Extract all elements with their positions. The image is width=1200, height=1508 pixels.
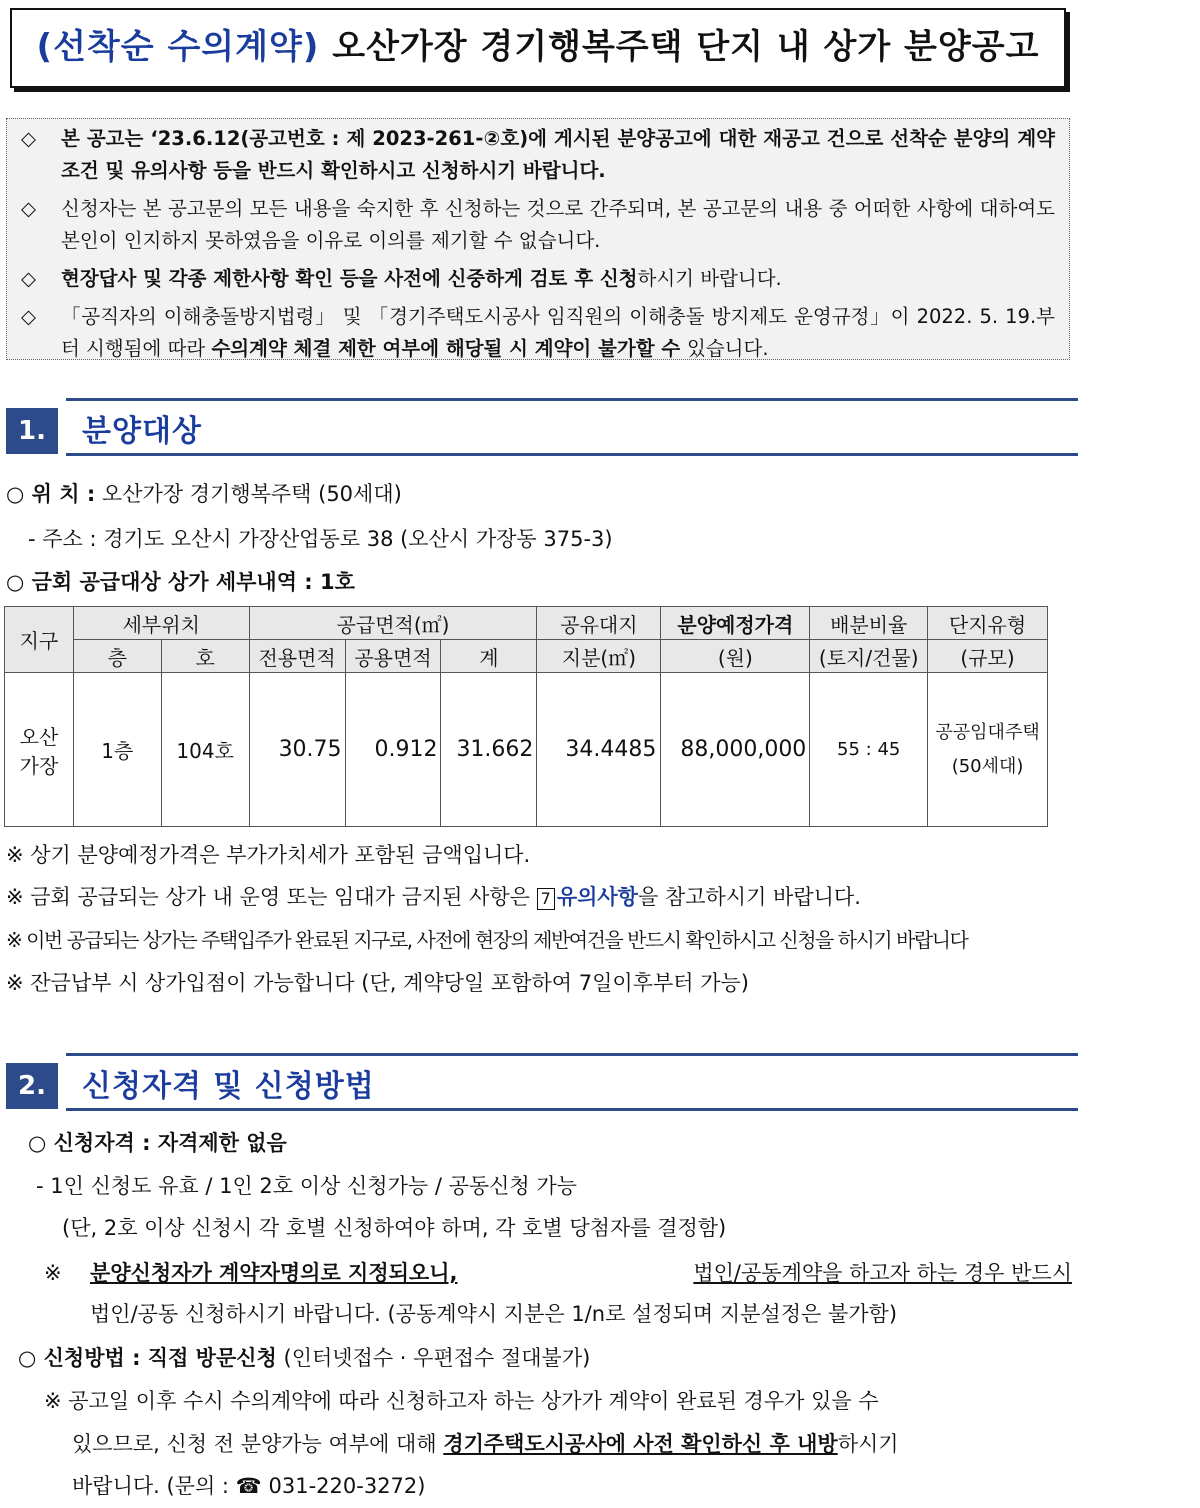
location-value: 오산가장 경기행복주택 (50세대) — [101, 482, 402, 506]
cell-floor: 1층 — [73, 673, 161, 827]
cell-price: 88,000,000 — [661, 673, 810, 827]
method-label: ○ 신청방법 : 직접 방문신청 — [18, 1346, 277, 1370]
cell-unit: 104호 — [161, 673, 249, 827]
detail-label: ○ 금회 공급대상 상가 세부내역 : 1호 — [6, 570, 355, 594]
qualification-line: (단, 2호 이상 신청시 각 호별 신청하여야 하며, 각 호별 당첨자를 결정함) — [62, 1216, 727, 1240]
section-number: 2. — [6, 1063, 58, 1109]
method-line — [18, 1342, 590, 1374]
cell-land: 34.4485 — [537, 673, 661, 827]
note-line — [6, 881, 861, 913]
address-line: - 주소 : 경기도 오산시 가장산업동로 38 (오산시 가장동 375-3) — [28, 527, 613, 551]
cell-exclusive: 30.75 — [249, 673, 345, 827]
notice-item — [19, 301, 1055, 365]
section-rule — [66, 398, 1078, 401]
title-prefix: (선착순 수의계약) — [36, 27, 320, 67]
notice-box — [6, 118, 1070, 360]
header-type-2: (규모) — [928, 640, 1048, 673]
qualification-note: 법인/공동 신청하시기 바랍니다. (공동계약시 지분은 1/n로 설정되며 지분설정은 불가함) — [90, 1302, 898, 1326]
location-label: ○ 위 치 : — [6, 482, 96, 506]
method-note-text: 있으므로, 신청 전 분양가능 여부에 대해 — [72, 1432, 444, 1456]
header-unit: 호 — [161, 640, 249, 673]
header-price-1: 분양예정가격 — [661, 607, 810, 640]
qualification-note-underlined: 법인/공동계약을 하고자 하는 경우 반드시 — [693, 1261, 1072, 1285]
header-land-2: 지분(㎡) — [537, 640, 661, 673]
method-note — [72, 1428, 899, 1460]
type-line-2: (50세대) — [951, 755, 1024, 777]
note-text: 을 참고하시기 바랍니다. — [637, 885, 861, 909]
type-line-1: 공공임대주택 — [935, 721, 1040, 743]
notice-item — [19, 123, 1055, 187]
district-line-1: 오산 — [19, 724, 59, 749]
section-number: 1. — [6, 408, 58, 454]
qualification-note — [44, 1257, 1076, 1289]
notice-text: 신청자는 본 공고문의 모든 내용을 숙지한 후 신청하는 것으로 간주되며, 본 공고문의 내용 중 어떠한 사항에 대하여도 본인이 인지하지 못하였음을 이유로 이의를 제기할 수 없습니다. — [61, 197, 1055, 252]
table-row — [5, 673, 1048, 827]
cell-total: 31.662 — [441, 673, 537, 827]
ref-number-box: 7 — [537, 888, 555, 910]
diamond-bullet-icon: ◇ — [21, 267, 36, 290]
diamond-bullet-icon: ◇ — [21, 305, 36, 328]
method-tail: (인터넷접수 · 우편접수 절대불가) — [276, 1346, 591, 1370]
section-rule — [66, 1053, 1078, 1056]
header-ratio-1: 배분비율 — [810, 607, 928, 640]
note-line: ※ 잔금납부 시 상가입점이 가능합니다 (단, 계약당일 포함하여 7일이후부터 가능) — [6, 971, 749, 995]
cell-common: 0.912 — [345, 673, 441, 827]
header-location: 세부위치 — [73, 607, 249, 640]
qualification-line: - 1인 신청도 유효 / 1인 2호 이상 신청가능 / 공동신청 가능 — [36, 1174, 577, 1198]
ref-label: 유의사항 — [556, 885, 638, 909]
contact-line: 바랍니다. (문의 : ☎ 031-220-3272) — [72, 1474, 426, 1498]
location-line — [6, 478, 402, 510]
district-line-2: 가장 — [19, 753, 59, 778]
header-district: 지구 — [5, 607, 74, 673]
qualification-note-bold: 분양신청자가 계약자명의로 지정되오니, — [90, 1261, 458, 1285]
section-header-2 — [6, 1053, 1078, 1113]
diamond-bullet-icon: ◇ — [21, 127, 36, 150]
diamond-bullet-icon: ◇ — [21, 197, 36, 220]
cell-district — [5, 673, 74, 827]
notice-item — [19, 263, 1055, 295]
note-text: ※ 금회 공급되는 상가 내 운영 또는 임대가 금지된 사항은 — [6, 885, 537, 909]
notice-text-bold: 현장답사 및 각종 제한사항 확인 등을 사전에 신중하게 검토 후 신청 — [61, 267, 638, 290]
notice-text: 있습니다. — [686, 337, 769, 360]
notice-text: 하시기 바랍니다. — [637, 267, 782, 290]
section-title: 분양대상 — [82, 414, 202, 449]
page-title — [10, 8, 1066, 88]
cell-type — [928, 673, 1048, 827]
method-note: ※ 공고일 이후 수시 수의계약에 따라 신청하고자 하는 상가가 계약이 완료된 경우가 있을 수 — [44, 1389, 879, 1413]
method-note-text: 하시기 — [837, 1432, 899, 1456]
section-rule — [66, 1108, 1078, 1111]
header-floor: 층 — [73, 640, 161, 673]
notice-text-bold: 수의계약 체결 제한 여부에 해당될 시 계약이 불가할 수 — [211, 337, 687, 360]
qualification-label: ○ 신청자격 : 자격제한 없음 — [28, 1131, 287, 1155]
header-exclusive: 전용면적 — [249, 640, 345, 673]
header-area: 공급면적(㎡) — [249, 607, 537, 640]
header-common: 공용면적 — [345, 640, 441, 673]
header-land-1: 공유대지 — [537, 607, 661, 640]
notice-text: 본 공고는 ‘23.6.12(공고번호 : 제 2023-261-②호)에 게시된 분양공고에 대한 재공고 건으로 선착순 분양의 계약조건 및 유의사항 등을 반드시 확인하시고 신청하시기 바랍니다. — [61, 127, 1055, 182]
notice-item — [19, 193, 1055, 257]
note-line: ※ 이번 공급되는 상가는 주택입주가 완료된 지구로, 사전에 현장의 제반여건을 반드시 확인하시고 신청을 하시기 바랍니다 — [6, 928, 968, 952]
notice-text: 「공직자의 이해충돌방지법령」 및 「경기주택도시공사 임직원의 이해충돌 방지제도 운영규정」이 2022. 5. 19.부터 시행됨에 따라 — [61, 305, 1055, 360]
section-rule — [66, 453, 1078, 456]
unit-table — [4, 606, 1048, 827]
cell-ratio: 55 : 45 — [810, 673, 928, 827]
note-mark: ※ — [44, 1261, 62, 1285]
section-title: 신청자격 및 신청방법 — [82, 1069, 375, 1104]
title-banner — [10, 8, 1070, 92]
header-ratio-2: (토지/건물) — [810, 640, 928, 673]
section-header-1 — [6, 398, 1078, 458]
header-type-1: 단지유형 — [928, 607, 1048, 640]
method-note-bold: 경기주택도시공사에 사전 확인하신 후 내방 — [443, 1432, 838, 1456]
header-total: 계 — [441, 640, 537, 673]
note-line: ※ 상기 분양예정가격은 부가가치세가 포함된 금액입니다. — [6, 843, 531, 867]
title-main: 오산가장 경기행복주택 단지 내 상가 분양공고 — [332, 27, 1040, 67]
header-price-2: (원) — [661, 640, 810, 673]
